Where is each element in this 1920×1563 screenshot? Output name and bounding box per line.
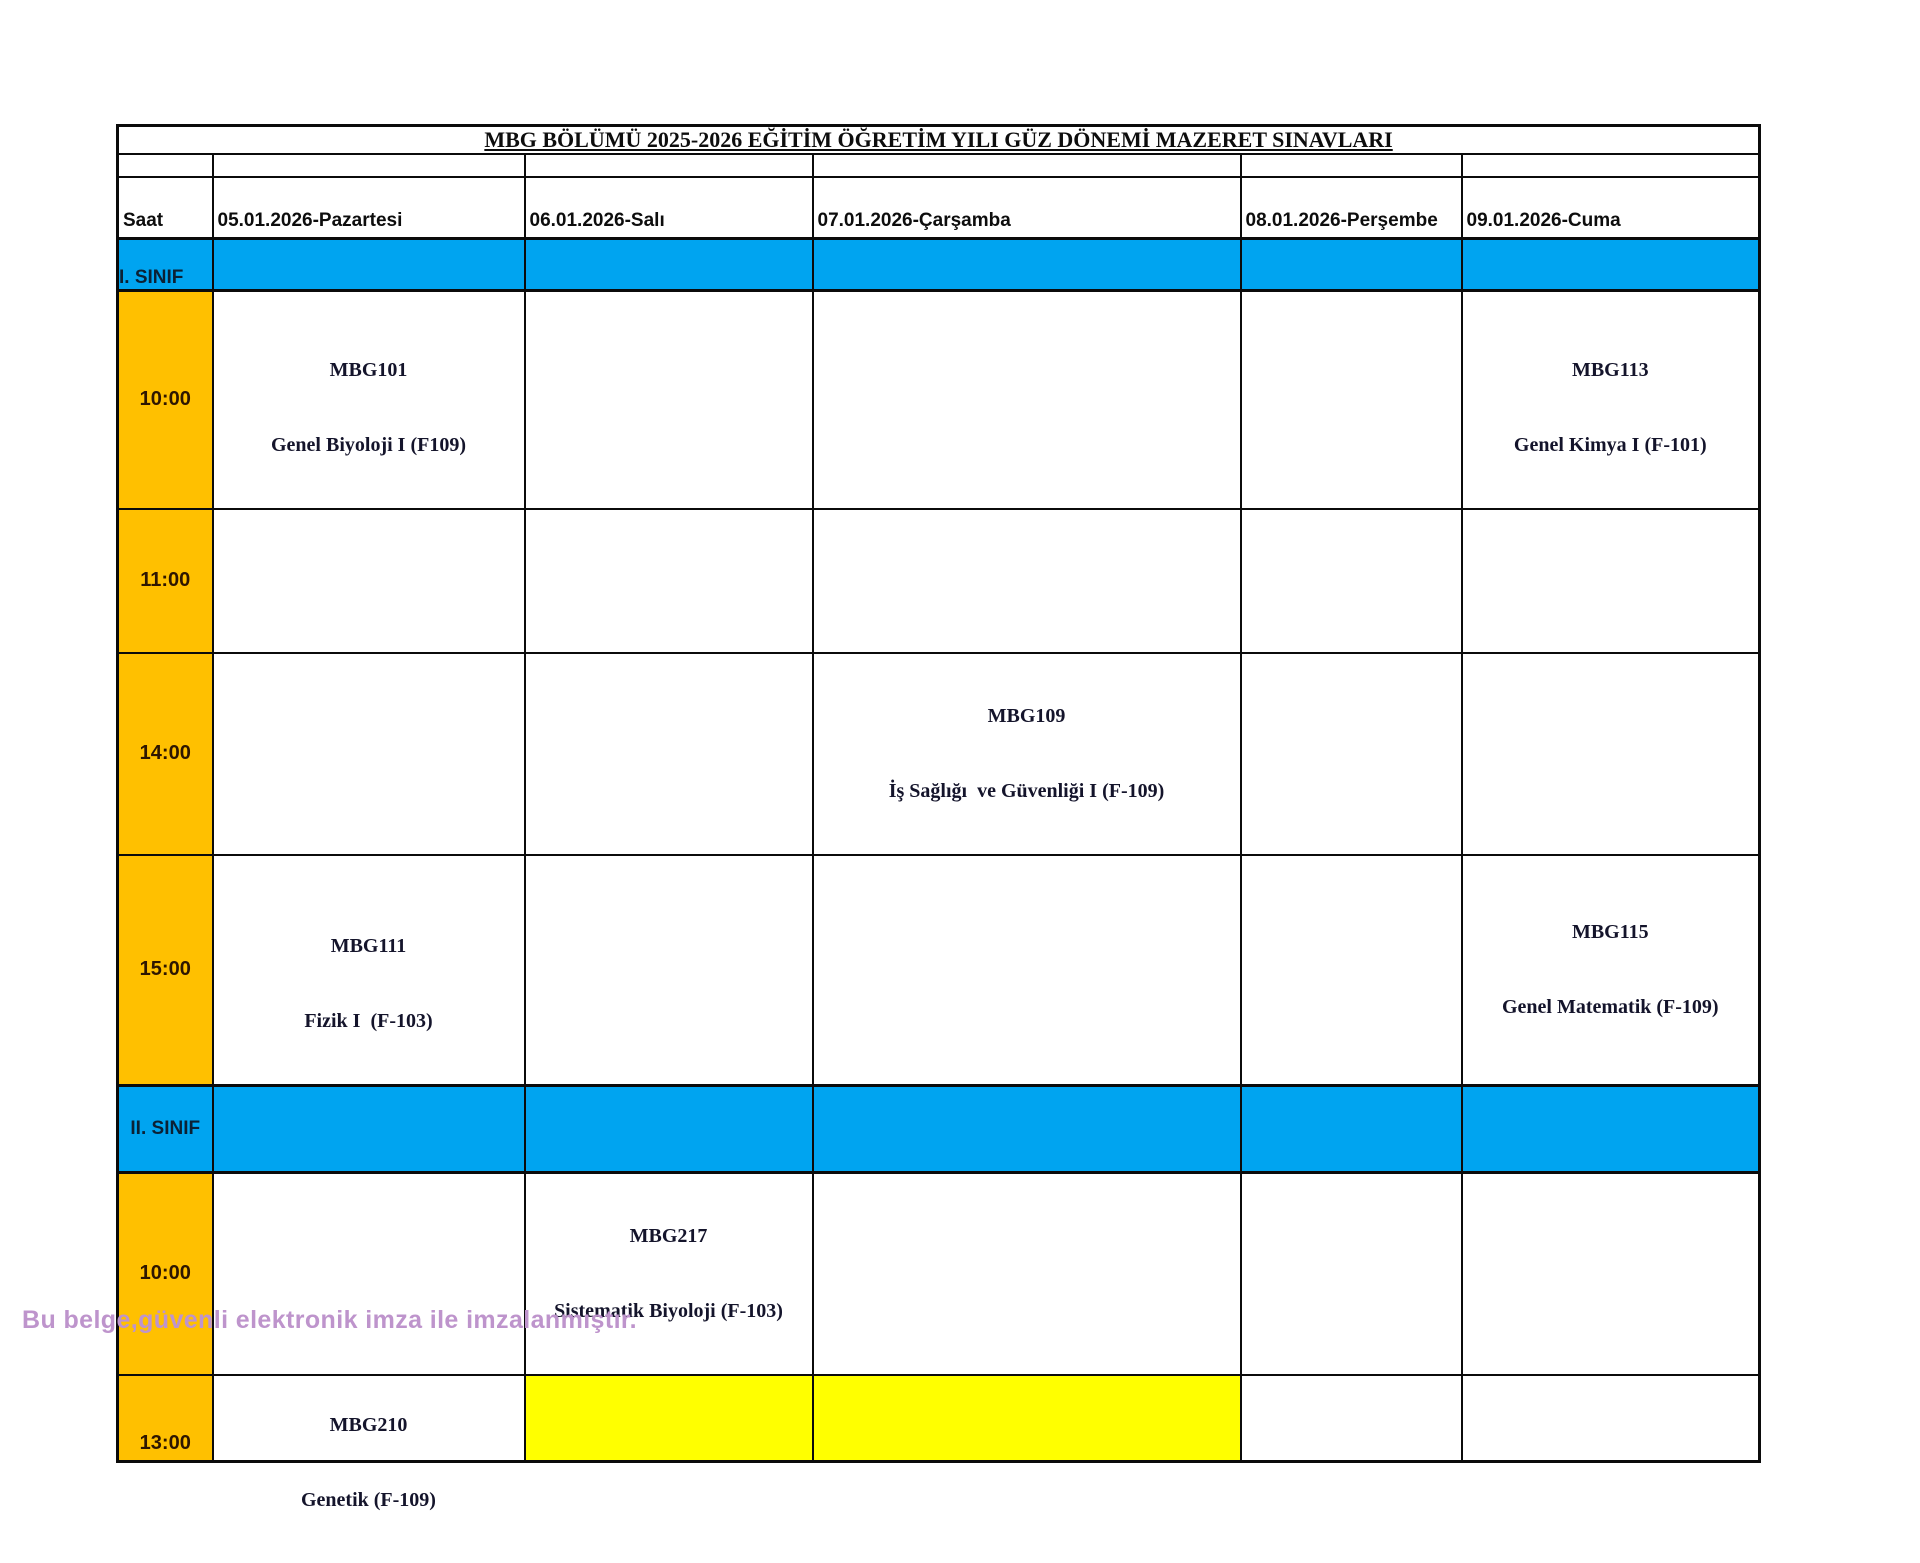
- page-title: MBG BÖLÜMÜ 2025-2026 EĞİTİM ÖĞRETİM YILI GÜZ DÖNEMİ MAZERET SINAVLARI: [118, 126, 1760, 155]
- section-band-cell: [813, 238, 1241, 290]
- empty-cell: [213, 653, 525, 855]
- empty-cell: [1462, 509, 1760, 653]
- empty-cell: [1462, 1172, 1760, 1375]
- exam-cell-clipped: [213, 1375, 525, 1511]
- col-header-tuesday: 06.01.2026-Salı: [525, 177, 813, 238]
- course-name: Fizik I (F-103): [304, 1009, 433, 1032]
- empty-cell: [213, 154, 525, 177]
- section-band-cell: [1462, 238, 1760, 290]
- course-name: Genetik (F-109): [301, 1488, 436, 1511]
- empty-cell: [1241, 154, 1462, 177]
- empty-cell: [1241, 855, 1462, 1086]
- course-code: MBG109: [987, 704, 1066, 727]
- time-cell: 10:00: [118, 1172, 213, 1375]
- section-band-cell: [1241, 238, 1462, 290]
- exam-schedule-table: [116, 124, 1761, 1511]
- empty-cell: [213, 1172, 525, 1375]
- section-label-1: I. SINIF: [118, 238, 213, 290]
- course-code: MBG115: [1571, 920, 1649, 943]
- empty-cell: [813, 290, 1241, 509]
- empty-cell: [1241, 509, 1462, 653]
- time-cell: 10:00: [118, 290, 213, 509]
- course-code: MBG210: [329, 1413, 408, 1436]
- empty-cell: [213, 509, 525, 653]
- course-code: MBG217: [629, 1224, 708, 1247]
- section-band-cell: [813, 1085, 1241, 1172]
- empty-cell: [813, 1172, 1241, 1375]
- empty-cell: [1462, 154, 1760, 177]
- col-header-monday: 05.01.2026-Pazartesi: [213, 177, 525, 238]
- section-band-cell: [525, 1085, 813, 1172]
- empty-cell: [525, 509, 813, 653]
- empty-cell: [525, 154, 813, 177]
- empty-cell: [1462, 1375, 1760, 1462]
- empty-cell: [1241, 290, 1462, 509]
- section-band-cell: [213, 1085, 525, 1172]
- course-name: Genel Kimya I (F-101): [1513, 433, 1707, 456]
- course-name: Genel Matematik (F-109): [1501, 995, 1719, 1018]
- course-code: MBG113: [1571, 358, 1649, 381]
- highlighted-cell: [525, 1375, 813, 1462]
- col-header-thursday: 08.01.2026-Perşembe: [1241, 177, 1462, 238]
- empty-cell: [1241, 653, 1462, 855]
- empty-cell: [1241, 1172, 1462, 1375]
- empty-cell: [118, 154, 213, 177]
- course-code: MBG101: [329, 358, 408, 381]
- empty-cell: [1241, 1375, 1462, 1462]
- empty-cell: [525, 653, 813, 855]
- exam-cell: [525, 1172, 813, 1375]
- exam-cell: [1462, 855, 1760, 1086]
- section-band-cell: [525, 238, 813, 290]
- course-name: İş Sağlığı ve Güvenliği I (F-109): [888, 779, 1165, 802]
- empty-cell: [813, 509, 1241, 653]
- empty-cell: [525, 855, 813, 1086]
- time-cell: 11:00: [118, 509, 213, 653]
- section-label-2: II. SINIF: [118, 1085, 213, 1172]
- course-name: Sistematik Biyoloji (F-103): [554, 1299, 783, 1322]
- course-code: MBG111: [330, 934, 407, 957]
- col-header-wednesday: 07.01.2026-Çarşamba: [813, 177, 1241, 238]
- col-header-friday: 09.01.2026-Cuma: [1462, 177, 1760, 238]
- course-name: Genel Biyoloji I (F109): [271, 433, 466, 456]
- col-header-saat: Saat: [118, 177, 213, 238]
- signature-note: Bu belge,güvenli elektronik imza ile imzalanmıştır.: [22, 1306, 638, 1334]
- empty-cell: [1462, 653, 1760, 855]
- time-cell: 15:00: [118, 855, 213, 1086]
- exam-cell: [813, 653, 1241, 855]
- exam-cell: [213, 855, 525, 1086]
- section-band-cell: [1241, 1085, 1462, 1172]
- section-band-cell: [1462, 1085, 1760, 1172]
- highlighted-cell: [813, 1375, 1241, 1462]
- time-cell: 14:00: [118, 653, 213, 855]
- empty-cell: [525, 290, 813, 509]
- time-cell: 13:00: [118, 1375, 213, 1462]
- section-band-cell: [213, 238, 525, 290]
- empty-cell: [813, 154, 1241, 177]
- empty-cell: [813, 855, 1241, 1086]
- exam-cell: [213, 290, 525, 509]
- exam-cell: [1462, 290, 1760, 509]
